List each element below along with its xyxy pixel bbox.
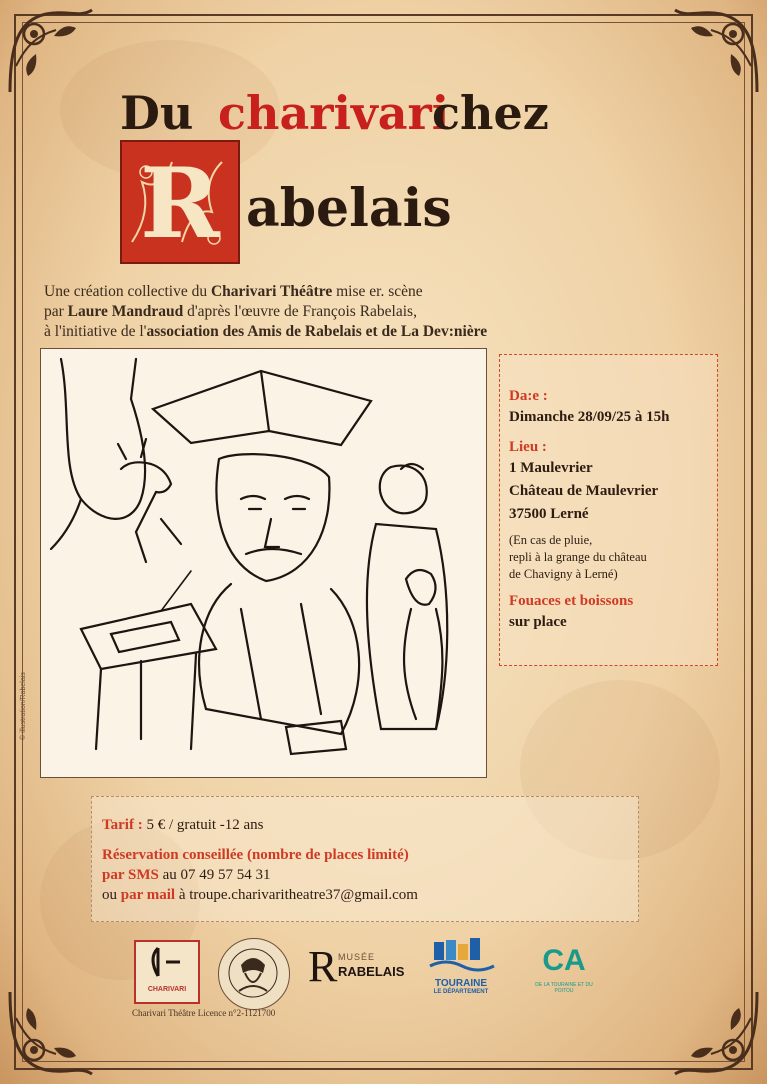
tarif-value: 5 € / gratuit -12 ans (142, 817, 264, 833)
food-label: Fouaces et boissons (509, 593, 634, 609)
date-label: Da:e : (509, 388, 548, 404)
touraine-logo (426, 938, 496, 1004)
lieu-line-3: 37500 Lerné (509, 506, 589, 522)
ornament-corner-icon (6, 988, 96, 1078)
intro-text-span: d'après l'œuvre de François Rabelais, (183, 303, 417, 320)
lieu-line-1: 1 Maulevrier (509, 460, 593, 476)
musee-rabelais-logo (308, 942, 408, 1002)
rain-line-3: de Chavigny à Lerné) (509, 567, 618, 581)
association-name: association des Amis de Rabelais et de La Dev:nière (146, 323, 488, 340)
rain-line-1: (En cas de pluie, (509, 533, 593, 547)
event-info-box (499, 354, 718, 666)
partner-logos (130, 938, 630, 1008)
sms-phone[interactable]: au 07 49 57 54 31 (158, 867, 271, 883)
ornament-corner-icon (671, 988, 761, 1078)
intro-text (44, 282, 734, 342)
lieu-line-2: Château de Maulevrier (509, 483, 659, 499)
date-value: Dimanche 28/09/25 à 15h (509, 409, 670, 425)
company-name: Charivari Théâtre (210, 283, 333, 300)
tarif-label: Tarif : (102, 817, 143, 833)
illustration-credit: © illustration/Rabelais (20, 672, 27, 740)
ca-subtitle: DE LA TOURAINE ET DU POITOU (535, 982, 593, 994)
reservation-note: Réservation conseillée (nombre de places limité) (102, 847, 409, 863)
rain-line-2: repli à la grange du château (509, 550, 647, 564)
charivari-logo (134, 940, 200, 1004)
title-dropcap (120, 140, 240, 264)
rain-note (509, 532, 717, 583)
touraine-wave-icon (426, 938, 496, 974)
food-value: sur place (509, 614, 567, 630)
ornament-corner-icon (6, 6, 96, 96)
musee-r-icon: R (308, 942, 338, 991)
ornament-corner-icon (671, 6, 761, 96)
musee-text-1: MUSÉE (338, 952, 376, 962)
intro-line-3 (44, 322, 734, 342)
tarif-line (102, 817, 264, 834)
intro-line-1 (44, 282, 734, 302)
rabelais-portrait-icon (219, 939, 287, 1007)
touraine-text-1: TOURAINE (434, 978, 488, 989)
sms-line (102, 867, 271, 884)
tarif-box (91, 796, 639, 922)
license-text: Charivari Théâtre Licence n°2-1121700 (132, 1008, 276, 1018)
mail-address[interactable]: à troupe.charivaritheatre37@gmail.com (175, 887, 418, 903)
dropcap-letter: R (140, 147, 220, 260)
title-word-rabelais: abelais (246, 178, 452, 239)
charivari-logo-text: CHARIVARI (147, 986, 187, 993)
touraine-text-2: LE DÉPARTEMENT (433, 989, 489, 995)
intro-text-span: à l'initiative de l' (44, 323, 147, 340)
credit-agricole-logo (526, 944, 602, 1004)
amis-rabelais-logo (218, 938, 290, 1010)
ca-mark-icon: CA (542, 944, 586, 977)
title-word-chez: chez (432, 86, 549, 140)
mail-prefix: ou (102, 887, 121, 903)
title-word-du: Du (120, 86, 194, 140)
intro-text-span: par (44, 303, 68, 320)
intro-text-span: Une création collective du (44, 283, 211, 300)
sms-label: par SMS (102, 867, 159, 883)
mail-label: par mail (120, 887, 176, 903)
director-name: Laure Mandraud (67, 303, 184, 320)
title-word-charivari: charivari (218, 86, 450, 140)
intro-line-2 (44, 302, 734, 322)
lieu-label: Lieu : (509, 439, 547, 455)
rabelais-drawing-icon (41, 349, 485, 776)
rabelais-illustration (40, 348, 487, 778)
theatre-mask-icon (136, 942, 198, 982)
musee-text-2: RABELAIS (338, 964, 405, 979)
intro-text-span: mise er. scène (332, 283, 423, 300)
mail-line (102, 887, 418, 904)
